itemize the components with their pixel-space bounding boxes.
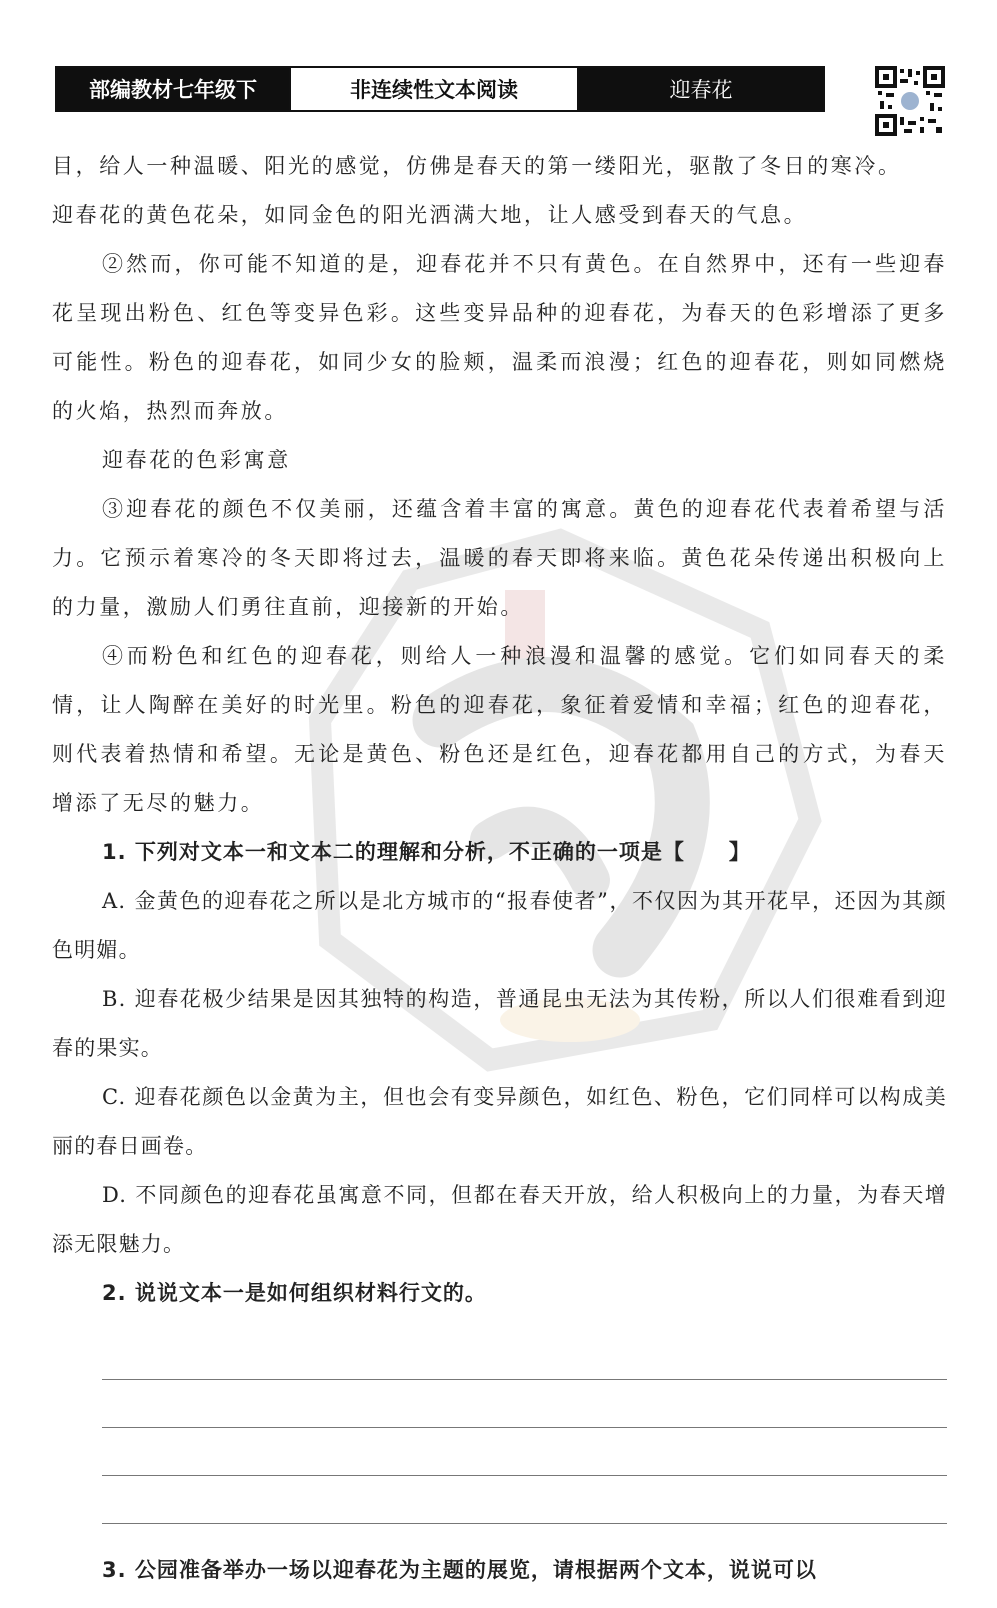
question-1: 1. 下列对文本一和文本二的理解和分析，不正确的一项是【 】: [102, 840, 751, 864]
paragraph-3: ③迎春花的颜色不仅美丽，还蕴含着丰富的寓意。黄色的迎春花代表着希望与活力。它预示着寒冷的冬天即将过去，温暖的春天即将来临。黄色花朵传递出积极向上的力量，激励人们勇往直前，迎接新的开始。: [52, 497, 947, 619]
topic-label: 非连续性文本阅读: [289, 68, 579, 110]
content: [52, 142, 947, 1595]
answer-line: [102, 1428, 947, 1476]
option-c: C. 迎春花颜色以金黄为主，但也会有变异颜色，如红色、粉色，它们同样可以构成美丽的春日画卷。: [52, 1085, 947, 1158]
answer-line: [102, 1476, 947, 1524]
paragraph-2: ②然而，你可能不知道的是，迎春花并不只有黄色。在自然界中，还有一些迎春花呈现出粉色、红色等变异色彩。这些变异品种的迎春花，为春天的色彩增添了更多可能性。粉色的迎春花，如同少女的脸颊，温柔而浪漫；红色的迎春花，则如同燃烧的火焰，热烈而奔放。: [52, 252, 947, 423]
option-d: D. 不同颜色的迎春花虽寓意不同，但都在春天开放，给人积极向上的力量，为春天增添无限魅力。: [52, 1183, 947, 1256]
question-3: 3. 公园准备举办一场以迎春花为主题的展览，请根据两个文本，说说可以: [102, 1558, 817, 1582]
paragraph-1-line1: 目，给人一种温暖、阳光的感觉，仿佛是春天的第一缕阳光，驱散了冬日的寒冷。: [52, 154, 902, 178]
book-label: 部编教材七年级下: [57, 68, 289, 110]
paragraph-1-line2: 迎春花的黄色花朵，如同金色的阳光洒满大地，让人感受到春天的气息。: [52, 203, 808, 227]
answer-line: [102, 1380, 947, 1428]
header-bar: [55, 66, 825, 112]
qr-code: [875, 66, 945, 136]
answer-lines: [102, 1332, 947, 1524]
paragraph-4: ④而粉色和红色的迎春花，则给人一种浪漫和温馨的感觉。它们如同春天的柔情，让人陶醉在美好的时光里。粉色的迎春花，象征着爱情和幸福；红色的迎春花，则代表着热情和希望。无论是黄色、粉色还是红色，迎春花都用自己的方式，为春天增添了无尽的魅力。: [52, 644, 947, 815]
question-2: 2. 说说文本一是如何组织材料行文的。: [102, 1281, 487, 1305]
title-label: 迎春花: [579, 68, 823, 110]
option-a: A. 金黄色的迎春花之所以是北方城市的“报春使者”，不仅因为其开花早，还因为其颜色明媚。: [52, 889, 947, 962]
subheading: 迎春花的色彩寓意: [102, 448, 291, 472]
answer-line: [102, 1332, 947, 1380]
option-b: B. 迎春花极少结果是因其独特的构造，普通昆虫无法为其传粉，所以人们很难看到迎春的果实。: [52, 987, 947, 1060]
